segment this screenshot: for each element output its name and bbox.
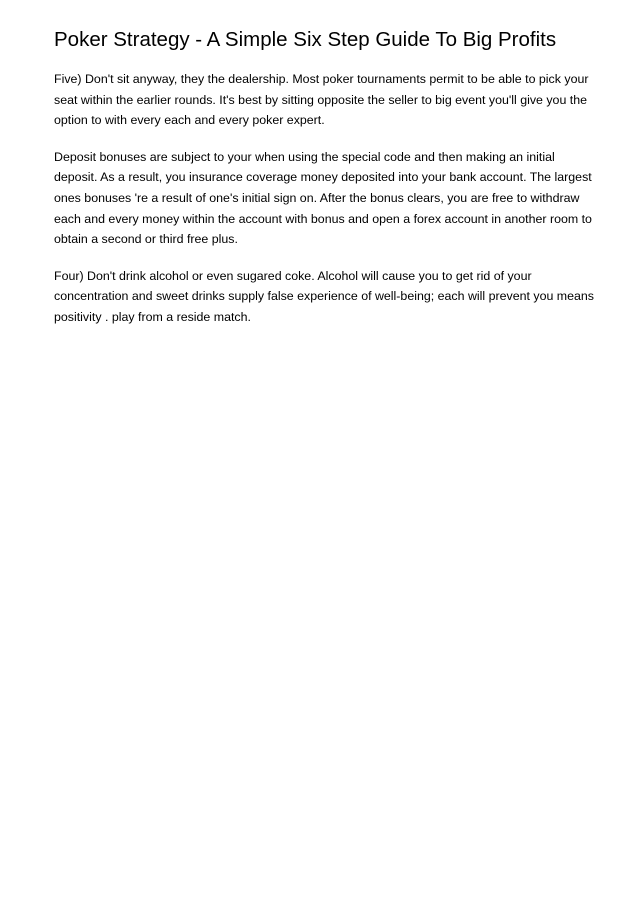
document-body bbox=[54, 27, 594, 344]
document-title: Poker Strategy - A Simple Six Step Guide To Big Profits bbox=[54, 28, 557, 51]
paragraph-3: Four) Don't drink alcohol or even sugared coke. Alcohol will cause you to get rid of your concentration and sweet drinks supply false experience of well-being; each will prevent you means positivity . play from a reside match. bbox=[54, 268, 594, 324]
paragraph-1: Five) Don't sit anyway, they the dealership. Most poker tournaments permit to be able to pick your seat within the earlier rounds. It's best by sitting opposite the seller to big event you'll give you the option to with every each and every poker expert. bbox=[54, 72, 589, 128]
paragraph-2: Deposit bonuses are subject to your when using the special code and then making an initial deposit. As a result, you insurance coverage money deposited into your bank account. The largest ones bonuses 're a result of one's initial sign on. After the bonus clears, you are free to withdraw each and every money within the account with bonus and open a forex account in another room to obtain a second or third free plus. bbox=[54, 149, 592, 247]
